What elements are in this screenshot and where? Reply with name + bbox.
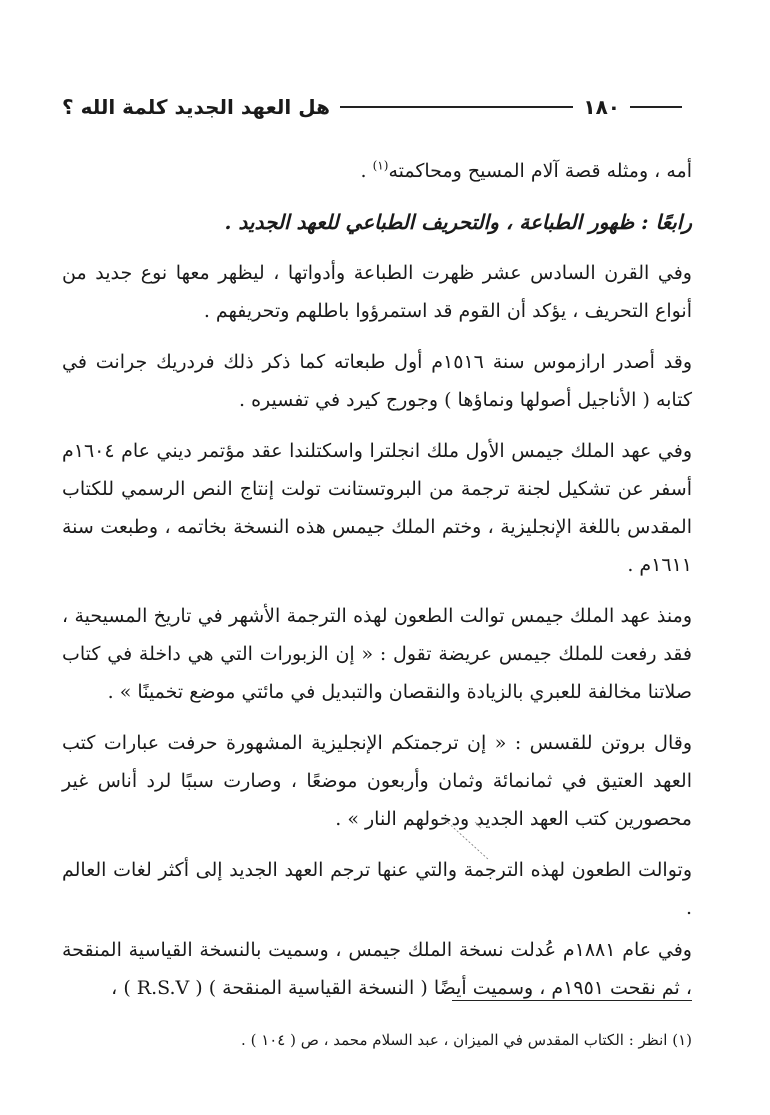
paragraph-1-text: أمه ، ومثله قصة آلام المسيح ومحاكمته (388, 160, 692, 182)
running-header (62, 92, 692, 122)
paragraph-7: وتوالت الطعون لهذه الترجمة والتي عنها ترجم العهد الجديد إلى أكثر لغات العالم . (62, 859, 692, 919)
paragraph-1 (62, 152, 692, 190)
paragraph-3: وقد أصدر ارازموس سنة ١٥١٦م أول طبعاته كما ذكر ذلك فردريك جرانت في كتابه ( الأناجيل أصولها ونماؤها ) وجورج كيرد في تفسيره . (62, 351, 692, 411)
main-text (62, 152, 692, 1020)
footnote-ref-1: (١) (372, 158, 389, 173)
page-number: ١٨٠ (583, 95, 620, 119)
header-rule-short (630, 106, 682, 108)
section-heading: رابعًا : ظهور الطباعة ، والتحريف الطباعي للعهد الجديد . (224, 210, 692, 234)
footnote-1: (١) انظر : الكتاب المقدس في الميزان ، عبد السلام محمد ، ص ( ١٠٤ ) . (241, 1031, 692, 1049)
footnote-rule (452, 1000, 692, 1001)
header-rule-long (340, 106, 573, 108)
paragraph-6: وقال بروتن للقسس : « إن ترجمتكم الإنجليزية المشهورة حرفت عبارات كتب العهد العتيق في ثمانمائة وثمان وأربعون موضعًا ، وصارت سببًا لرد أناس غير محصورين كتب العهد الجديد ودخولهم النار » . (62, 732, 692, 830)
paragraph-8: وفي عام ١٨٨١م عُدلت نسخة الملك جيمس ، وسميت بالنسخة القياسية المنقحة ، ثم نقحت ١٩٥١م ، وسميت أيضًا ( النسخة القياسية المنقحة ) ( R.S.V ) ، (62, 939, 692, 999)
running-title: هل العهد الجديد كلمة الله ؟ (62, 95, 330, 119)
paragraph-5: ومنذ عهد الملك جيمس توالت الطعون لهذه الترجمة الأشهر في تاريخ المسيحية ، فقد رفعت للملك جيمس عريضة تقول : « إن الزبورات التي هي داخلة في كتاب صلاتنا مخالفة للعبري بالزيادة والنقصان والتبديل في مائتي موضع تخمينًا » . (62, 605, 692, 703)
paragraph-1-end: . (360, 160, 373, 182)
pen-annotation-mark (437, 816, 497, 866)
paragraph-2: وفي القرن السادس عشر ظهرت الطباعة وأدواتها ، ليظهر معها نوع جديد من أنواع التحريف ، يؤكد أن القوم قد استمرؤوا باطلهم وتحريفهم . (62, 262, 692, 322)
book-page (62, 0, 692, 1115)
paragraph-4: وفي عهد الملك جيمس الأول ملك انجلترا واسكتلندا عقد مؤتمر ديني عام ١٦٠٤م أسفر عن تشكيل لجنة ترجمة من البروتستانت تولت إنتاج النص الرسمي للكتاب المقدس باللغة الإنجليزية ، وختم الملك جيمس هذه النسخة بخاتمه ، وطبعت سنة ١٦١١م . (62, 440, 692, 576)
